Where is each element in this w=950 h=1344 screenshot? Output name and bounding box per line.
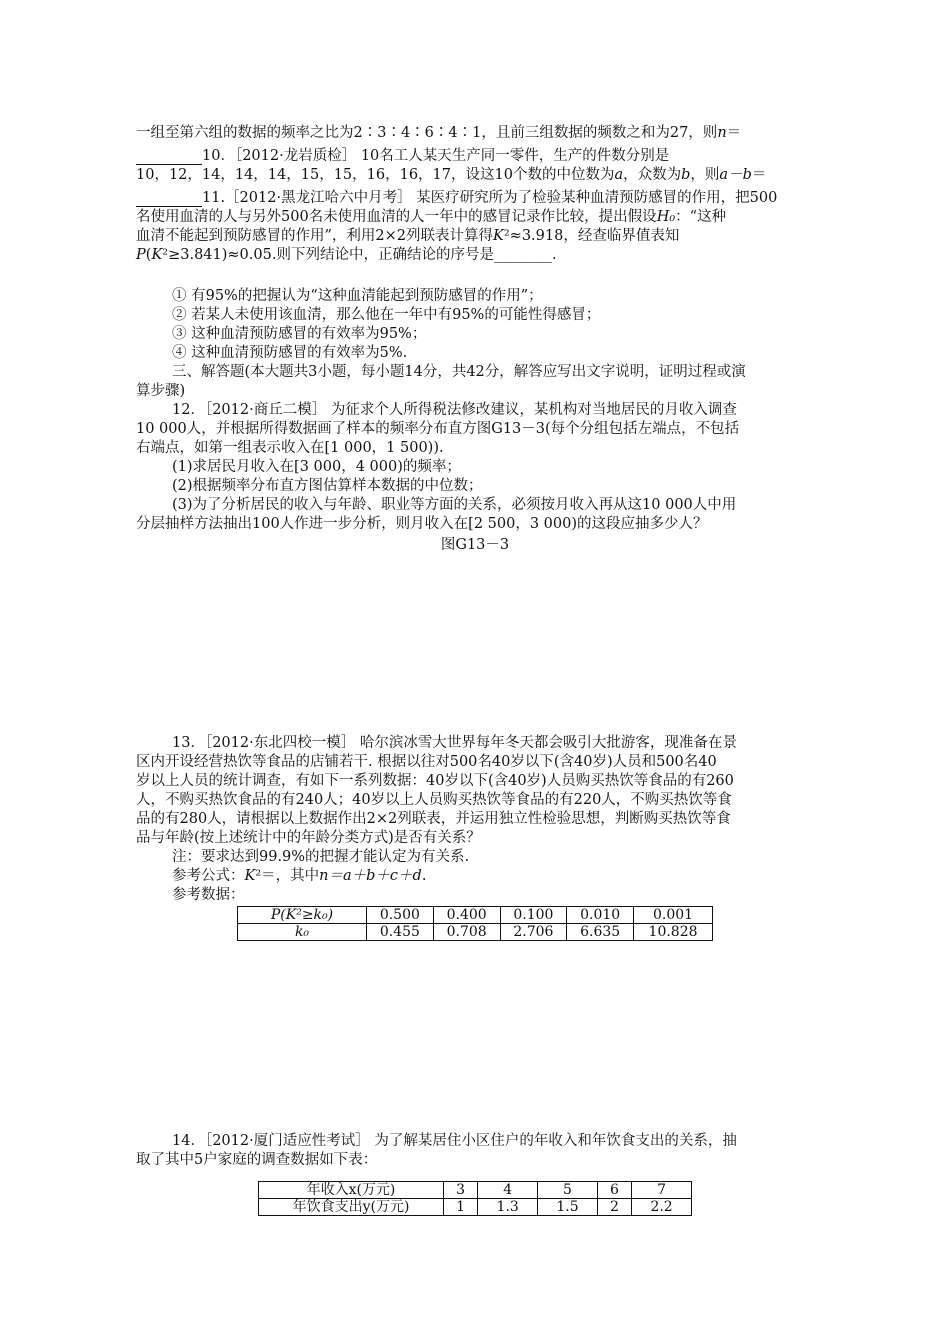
- q11-line-2: [136, 208, 816, 226]
- table-cell: 2.2: [632, 1199, 692, 1216]
- q13-formula: [172, 867, 852, 885]
- table-cell: 5: [538, 1182, 598, 1199]
- q11-line-4: [136, 246, 816, 264]
- var-p: P: [136, 247, 146, 263]
- q9-text-line: [136, 124, 816, 142]
- text-span: ：“这种: [675, 209, 727, 225]
- var-n: n: [717, 125, 727, 141]
- table-cell: 7: [632, 1182, 692, 1199]
- text-span: ，众数为: [623, 167, 682, 183]
- table-header-cell: 年收入x(万元): [259, 1182, 444, 1199]
- var-a: a: [614, 167, 624, 183]
- q13-line-4: 人，不购买热饮食品的有240人；40岁以上人员购买热饮等食品的有220人，不购买热饮等食: [136, 792, 732, 808]
- answer-blank: [136, 192, 202, 207]
- q12-part-3-cont: 分层抽样方法抽出100人作进一步分析，则月收入在[2 500，3 000)的这段应抽多少人？: [136, 516, 708, 532]
- q13-ref-data-label: 参考数据：: [172, 887, 245, 903]
- critical-value-table: [237, 906, 713, 941]
- text-span: 参考公式：: [172, 868, 245, 884]
- q13-line-2: 区内开设经营热饮等食品的店铺若干. 根据以往对500名40岁以下(含40岁)人员和500名40: [136, 754, 717, 770]
- text-span: ²≥3.841)≈0.05.则下列结论中，正确结论的序号是________.: [162, 247, 557, 263]
- table-cell: 0.500: [367, 907, 434, 924]
- section-3-heading: 三、解答题(本大题共3小题，每小题14分，共42分，解答应写出文字说明，证明过程或演: [172, 364, 746, 380]
- table-cell: 6: [597, 1182, 631, 1199]
- q14-line-2: 取了其中5户家庭的调查数据如下表：: [136, 1152, 378, 1168]
- q12-line-3: 右端点，如第一组表示收入在[1 000，1 500)).: [136, 440, 444, 456]
- table-cell: 0.100: [500, 907, 567, 924]
- q12-part-1: (1)求居民月收入在[3 000，4 000)的频率；: [172, 459, 461, 475]
- table-cell: 0.708: [433, 924, 500, 941]
- q11-option-3: ③ 这种血清预防感冒的有效率为95%；: [172, 326, 427, 342]
- text-span: ²＝，其中: [255, 868, 320, 884]
- table-cell: 0.455: [367, 924, 434, 941]
- table-cell: 10.828: [634, 924, 713, 941]
- q11-option-2: ② 若某人未使用该血清，那么他在一年中有95%的可能性得感冒；: [172, 307, 601, 323]
- q13-line-5: 品的有280人，请根据以上数据作出2×2列联表，并运用独立性检验思想，判断购买热饮等食: [136, 811, 731, 827]
- text-span: ＝: [751, 167, 767, 183]
- table-cell: 6.635: [567, 924, 634, 941]
- text-span: 10．［2012·龙岩质检］ 10名工人某天生产同一零件，生产的件数分别是: [202, 148, 670, 164]
- q13-note: 注：要求达到99.9%的把握才能认定为有关系.: [172, 849, 470, 865]
- formula-n: n＝a＋b＋c＋d: [319, 868, 422, 884]
- table-header-cell: P(K²≥k₀): [238, 907, 367, 924]
- table-cell: 2.706: [500, 924, 567, 941]
- text-span: .: [421, 868, 427, 884]
- table-row: [259, 1199, 692, 1216]
- expr-a-minus-b: a－b: [719, 167, 752, 183]
- table-cell: 3: [444, 1182, 478, 1199]
- section-3-heading-cont: 算步骤): [136, 383, 186, 399]
- text-span: ，则: [690, 167, 720, 183]
- table-header-cell: 年饮食支出y(万元): [259, 1199, 444, 1216]
- q13-line-3: 岁以上人员的统计调查，有如下一系列数据：40岁以下(含40岁)人员购买热饮等食品的有260: [136, 773, 734, 789]
- text-span: 名使用血清的人与另外500名未使用血清的人一年中的感冒记录作比较，提出假设: [136, 209, 657, 225]
- figure-caption: 图G13－3: [440, 537, 510, 553]
- q13-line-1: 13．［2012·东北四校一模］ 哈尔滨冰雪大世界每年冬天都会吸引大批游客，现准备在景: [172, 735, 737, 751]
- q11-line-1: [136, 189, 816, 207]
- text-span: (: [145, 247, 152, 263]
- text-span: 11.［2012·黑龙江哈六中月考］ 某医疗研究所为了检验某种血清预防感冒的作用，把500: [202, 190, 778, 206]
- var-k: K: [244, 868, 256, 884]
- q11-line-3: [136, 227, 816, 245]
- table-header-cell: k₀: [238, 924, 367, 941]
- q12-line-1: 12．［2012·商丘二模］ 为征求个人所得税法修改建议，某机构对当地居民的月收入调查: [172, 402, 737, 418]
- text-span: 10，12，14，14，14，15，15，16，16，17，设这10个数的中位数为: [136, 167, 615, 183]
- text-span: ＝: [726, 125, 742, 141]
- q11-option-1: ① 有95%的把握认为“这种血清能起到预防感冒的作用”；: [172, 288, 543, 304]
- table-cell: 2: [597, 1199, 631, 1216]
- table-cell: 0.010: [567, 907, 634, 924]
- table-cell: 1: [444, 1199, 478, 1216]
- var-k: K: [151, 247, 163, 263]
- var-k: K: [493, 228, 504, 244]
- table-cell: 1.3: [478, 1199, 538, 1216]
- income-expense-table: [258, 1181, 692, 1216]
- q11-option-4: ④ 这种血清预防感冒的有效率为5%.: [172, 345, 408, 361]
- answer-blank: [136, 150, 202, 165]
- text-span: 一组至第六组的数据的频率之比为2∶3∶4∶6∶4∶1，且前三组数据的频数之和为27，则: [136, 125, 718, 141]
- hypothesis-h0: H₀: [656, 209, 676, 225]
- table-cell: 1.5: [538, 1199, 598, 1216]
- q10-line-2: [136, 166, 816, 184]
- q14-line-1: 14．［2012·厦门适应性考试］ 为了解某居住小区住户的年收入和年饮食支出的关系，抽: [172, 1133, 737, 1149]
- table-row: [238, 924, 713, 941]
- table-cell: 0.400: [433, 907, 500, 924]
- text-span: ²≈3.918，经查临界值表知: [503, 228, 680, 244]
- q12-part-3: (3)为了分析居民的收入与年龄、职业等方面的关系，必须按月收入再从这10 000人中用: [172, 497, 737, 513]
- table-cell: 0.001: [634, 907, 713, 924]
- q13-line-6: 品与年龄(按上述统计中的年龄分类方式)是否有关系？: [136, 830, 481, 846]
- q12-line-2: 10 000人，并根据所得数据画了样本的频率分布直方图G13－3(每个分组包括左端点，不包括: [136, 421, 740, 437]
- table-row: [259, 1182, 692, 1199]
- var-b: b: [681, 167, 691, 183]
- table-cell: 4: [478, 1182, 538, 1199]
- text-span: 血清不能起到预防感冒的作用”，利用2×2列联表计算得: [136, 228, 494, 244]
- table-row: [238, 907, 713, 924]
- q10-line-1: [136, 147, 816, 165]
- q12-part-2: (2)根据频率分布直方图估算样本数据的中位数；: [172, 478, 483, 494]
